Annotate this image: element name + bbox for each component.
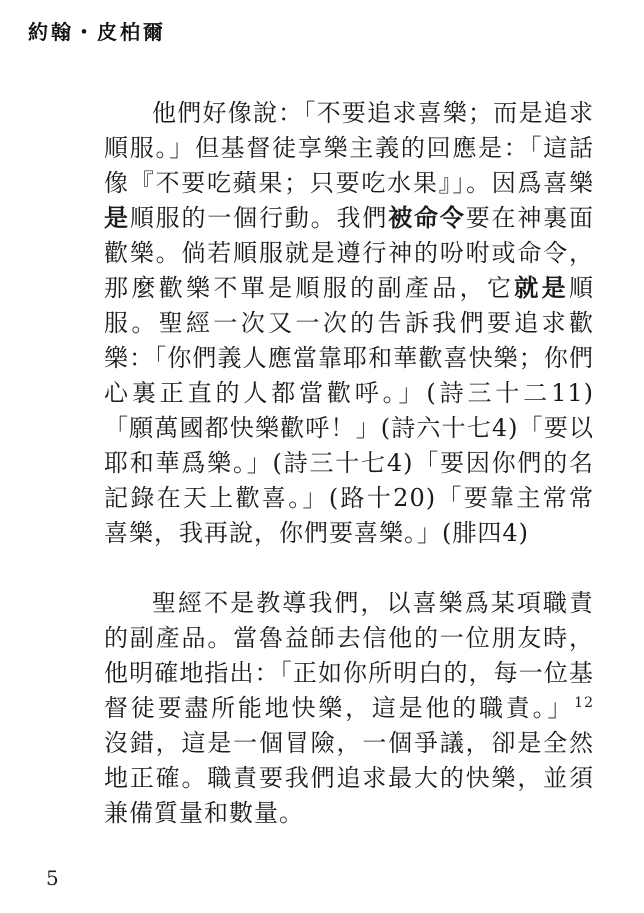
paragraph-1-text-3: 要在神裏面歡樂。倘若順服就是遵行神的吩咐或命令，那麼歡樂不單是順服的副產品，它 — [104, 204, 595, 302]
paragraph-1 — [104, 96, 594, 551]
page-number: 5 — [46, 866, 59, 890]
emphasis-is: 是 — [104, 204, 130, 232]
emphasis-is-itself: 就是 — [514, 274, 570, 302]
emphasis-commanded: 被命令 — [388, 204, 466, 232]
running-header: 約翰・皮柏爾 — [28, 20, 166, 44]
paragraph-1-text-1: 他們好像說：「不要追求喜樂；而是追求順服。」但基督徒享樂主義的回應是：「這話像『不要吃蘋果；只要吃水果』」。因爲喜樂 — [104, 99, 594, 197]
body-text — [104, 96, 594, 831]
paragraph-1-text-2: 順服的一個行動。我們 — [129, 204, 389, 232]
footnote-ref: 12 — [574, 695, 594, 711]
paragraph-1-text-4: 順服。聖經一次又一次的告訴我們要追求歡樂：「你們義人應當靠耶和華歡喜快樂；你們心裏正直的人都當歡呼。」(詩三十二11)「願萬國都快樂歡呼！」(詩六十七4)「要以耶和華爲樂。」(詩三十七4)「要因你們的名記錄在天上歡喜。」(路十20)「要靠主常常喜樂，我再說，你們要喜樂。」(腓四4) — [104, 274, 595, 547]
paragraph-2-text-1: 聖經不是教導我們，以喜樂爲某項職責的副產品。當魯益師去信他的一位朋友時，他明確地指出：「正如你所明白的，每一位基督徒要盡所能地快樂，這是他的職責。」 — [104, 589, 594, 722]
paragraph-2-text-2: 沒錯，這是一個冒險，一個爭議，卻是全然地正確。職責要我們追求最大的快樂，並須兼備質量和數量。 — [104, 729, 594, 827]
paragraph-2 — [104, 586, 594, 831]
